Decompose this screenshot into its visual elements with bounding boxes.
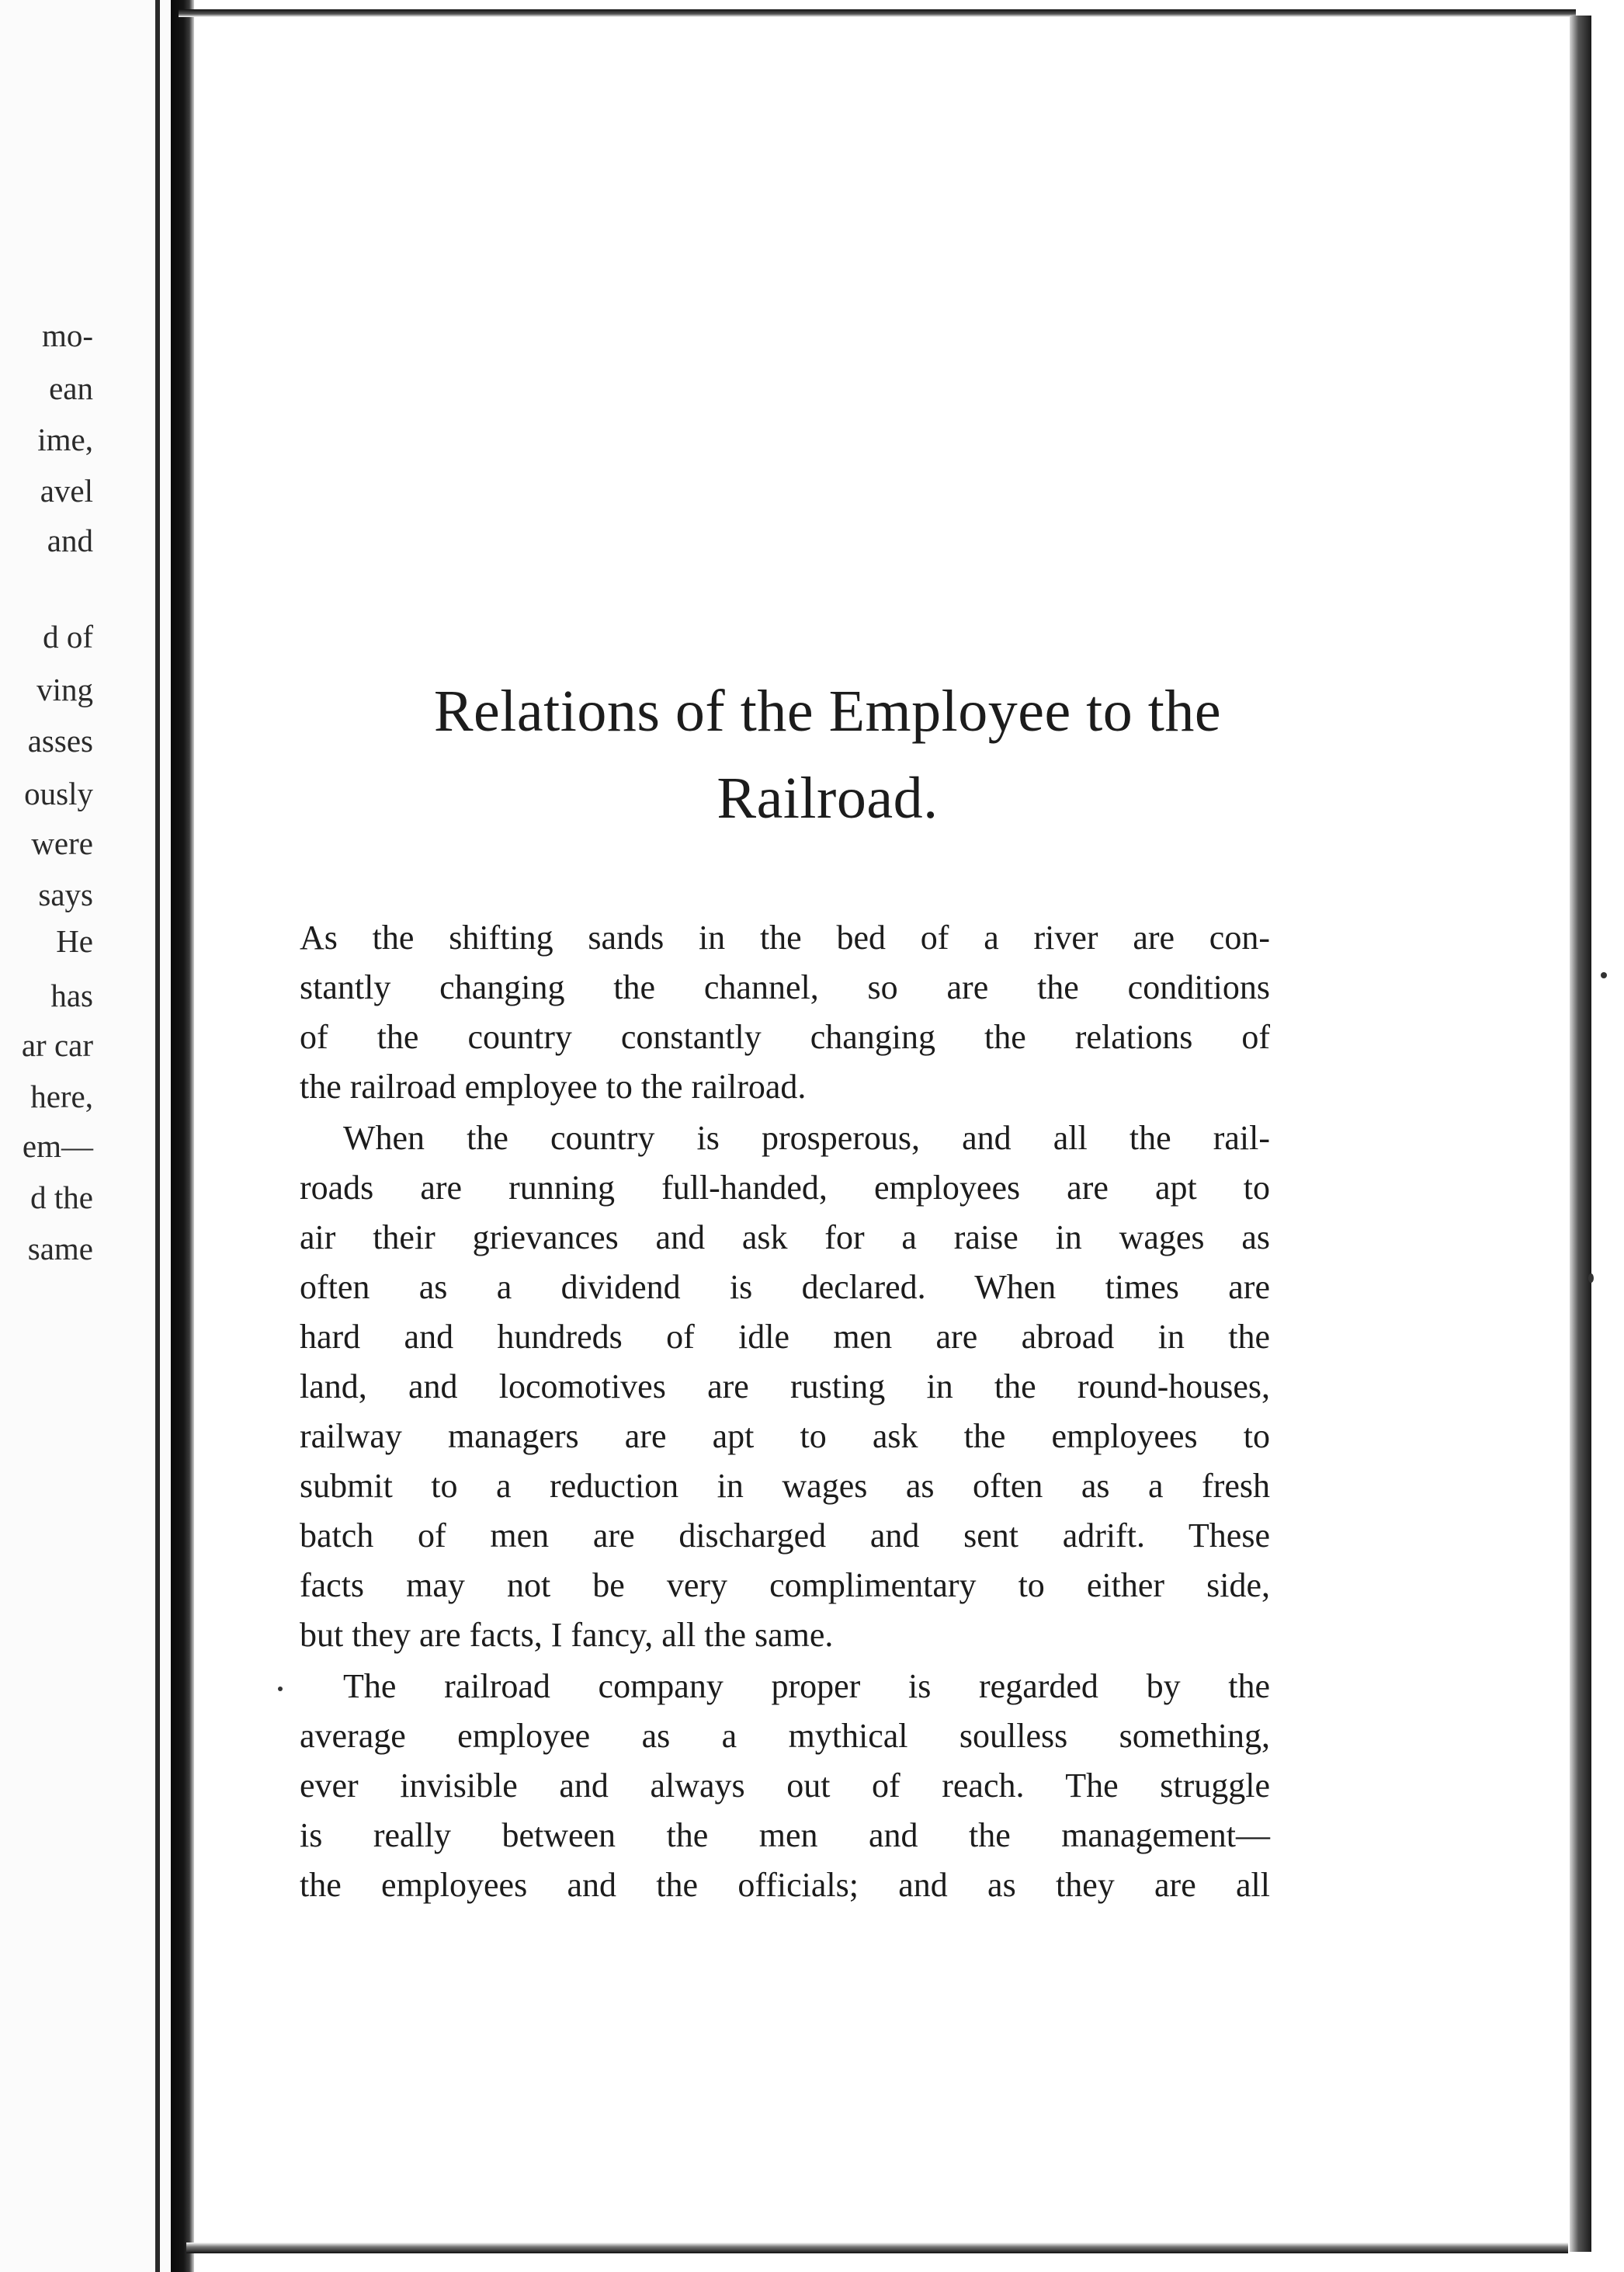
scan-speck (278, 1687, 283, 1691)
body-text-line: stantly changing the channel, so are the conditions (300, 968, 1270, 1006)
left-page-line: same (27, 1231, 93, 1266)
left-page-line: d the (30, 1179, 93, 1215)
body-text-line: land, and locomotives are rusting in the round-houses, (300, 1367, 1270, 1405)
left-page-line: has (50, 978, 93, 1013)
body-text-line: submit to a reduction in wages as often as a fresh (300, 1467, 1270, 1505)
body-text-line: railway managers are apt to ask the employees to (300, 1417, 1270, 1455)
body-text-line: When the country is prosperous, and all the rail- (343, 1119, 1270, 1157)
left-page-line: ving (36, 672, 93, 707)
left-page-line: says (38, 877, 93, 912)
left-page-line: ously (24, 776, 93, 811)
left-page-line: em— (22, 1128, 93, 1164)
body-text-line: but they are facts, I fancy, all the same. (300, 1616, 834, 1654)
left-page-line: He (56, 923, 93, 959)
body-text-line: As the shifting sands in the bed of a river are con- (300, 919, 1270, 957)
left-page-line: mo- (41, 318, 93, 353)
body-text-line: often as a dividend is declared. When times are (300, 1268, 1270, 1306)
left-facing-page (0, 0, 171, 2272)
scan-margin (1591, 0, 1624, 2272)
left-page-line: d of (43, 619, 93, 655)
scan-speck (1588, 1273, 1594, 1283)
body-text-line: air their grievances and ask for a raise in wages as (300, 1218, 1270, 1256)
body-text-line: of the country constantly changing the relations of (300, 1018, 1270, 1056)
left-page-line: were (31, 825, 93, 861)
body-text-line: ever invisible and always out of reach. The struggle (300, 1767, 1270, 1805)
left-page-line: ime, (37, 422, 93, 457)
left-page-line: ean (49, 370, 93, 406)
left-page-edge (155, 0, 160, 2272)
chapter-title-line-2: Railroad. (717, 766, 939, 831)
body-text-line: facts may not be very complimentary to either side, (300, 1566, 1270, 1604)
body-text-line: The railroad company proper is regarded by the (343, 1667, 1270, 1705)
left-page-line: asses (27, 723, 93, 759)
left-page-line: and (47, 523, 93, 558)
book-gutter (171, 0, 194, 2272)
left-page-line: avel (40, 473, 93, 509)
body-text-line: the railroad employee to the railroad. (300, 1068, 807, 1106)
left-page-line: ar car (21, 1027, 93, 1063)
body-text-line: the employees and the officials; and as they are all (300, 1866, 1270, 1904)
body-text-line: is really between the men and the management— (300, 1816, 1270, 1854)
left-page-line: here, (30, 1079, 93, 1114)
body-text-line: batch of men are discharged and sent adrift. These (300, 1516, 1270, 1555)
page-bottom-edge (186, 2242, 1568, 2253)
chapter-title-line-1: Relations of the Employee to the (433, 679, 1222, 744)
body-text-line: roads are running full-handed, employees are apt to (300, 1169, 1270, 1207)
page-right-edge (1570, 16, 1591, 2252)
body-text-line: hard and hundreds of idle men are abroad in the (300, 1318, 1270, 1356)
scan-speck (1601, 972, 1607, 978)
body-text-line: average employee as a mythical soulless something, (300, 1717, 1270, 1755)
page-top-edge (179, 9, 1576, 17)
